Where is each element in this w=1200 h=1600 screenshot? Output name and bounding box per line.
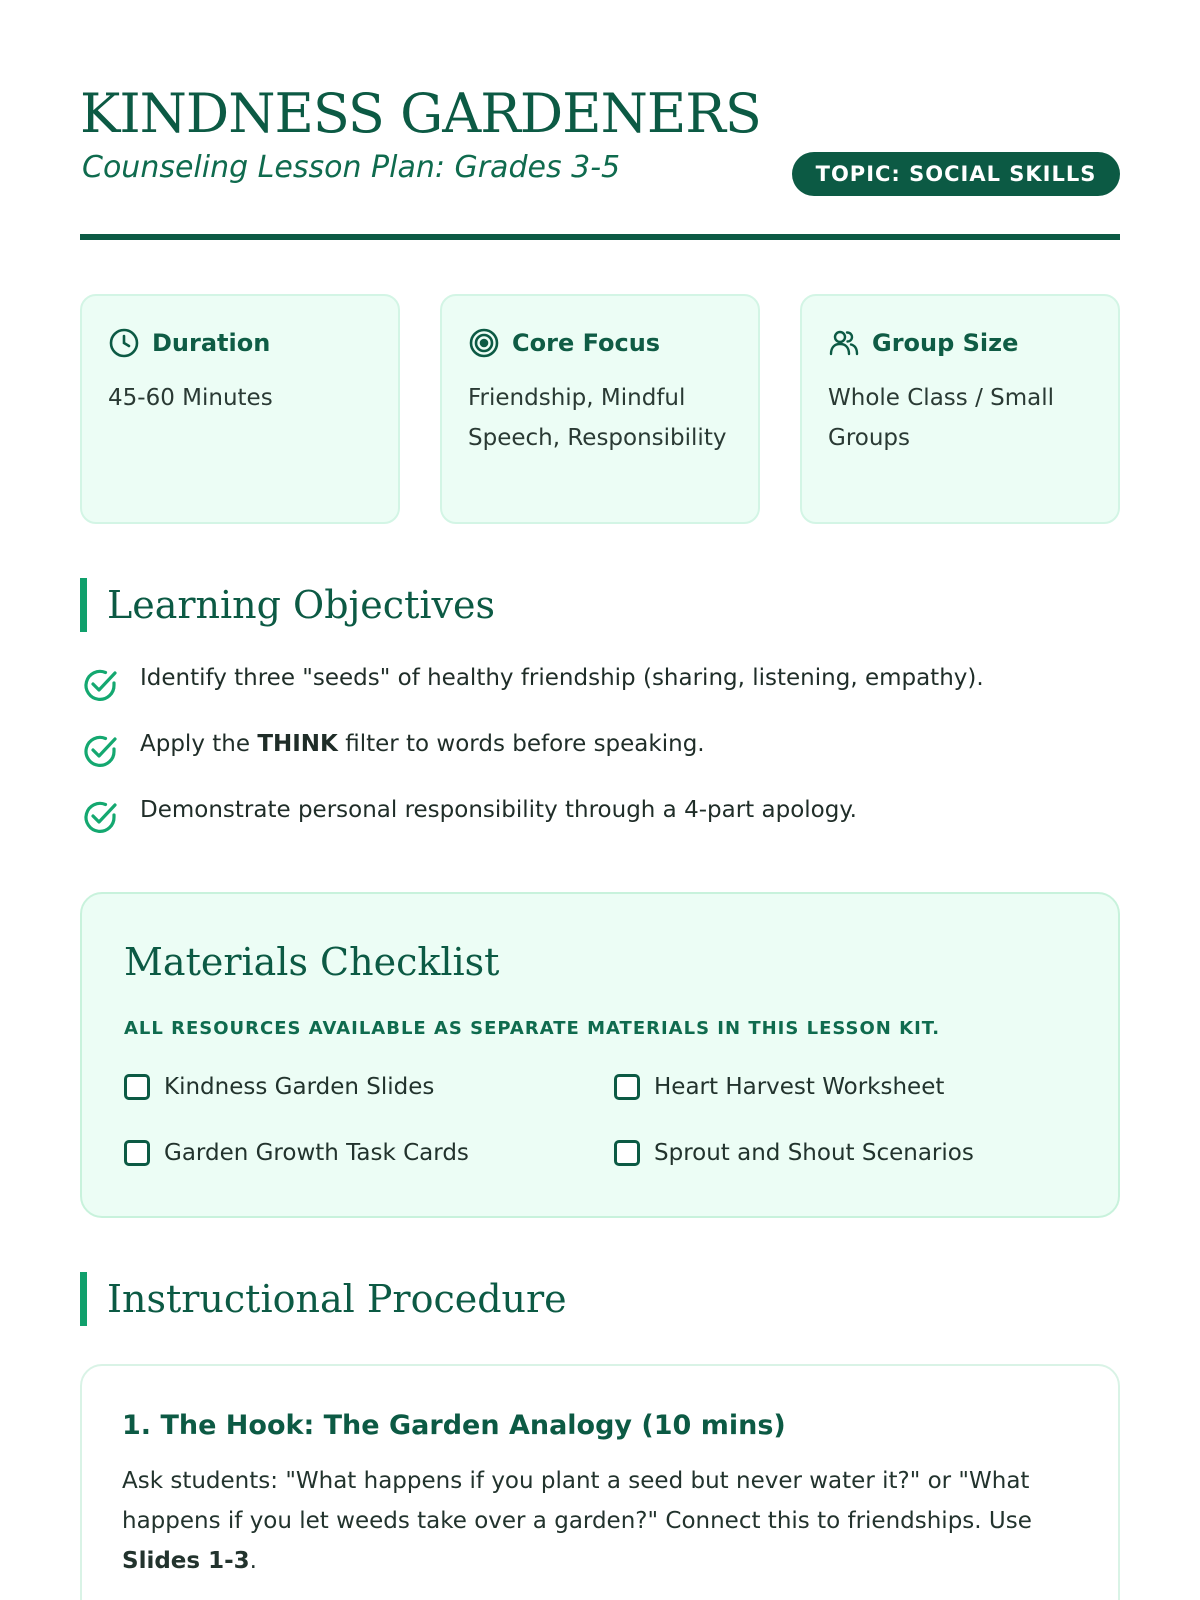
duration-label: Duration [152,329,271,357]
checkbox[interactable] [614,1140,640,1166]
materials-checklist-panel [80,892,1120,1218]
duration-card [80,294,400,524]
lesson-plan-page [80,0,1120,1600]
step-body: Ask students: "What happens if you plant a seed but never water it?" or "What happens if you let weeds take over a garden?" Connect this to friendships. Use Slides 1-3. [122,1468,1032,1574]
check-circle-icon [80,731,120,771]
material-label: Heart Harvest Worksheet [654,1074,945,1100]
material-item-heart-harvest-worksheet[interactable] [614,1070,944,1104]
objective-item [80,790,857,830]
page-title: KINDNESS GARDENERS [80,82,761,145]
materials-note: ALL RESOURCES AVAILABLE AS SEPARATE MATERIALS IN THIS LESSON KIT. [124,1018,941,1039]
core-focus-card [440,294,760,524]
checkbox[interactable] [124,1074,150,1100]
page-subtitle: Counseling Lesson Plan: Grades 3-5 [82,150,621,185]
objective-item [80,724,705,764]
check-circle-icon [80,797,120,837]
duration-value: 45-60 Minutes [108,385,273,411]
material-item-kindness-garden-slides[interactable] [124,1070,434,1104]
material-label: Sprout and Shout Scenarios [654,1140,974,1166]
target-icon [468,327,500,359]
material-item-garden-growth-task-cards[interactable] [124,1136,469,1170]
objective-text: Demonstrate personal responsibility through a 4-part apology. [140,797,857,823]
step-title: 1. The Hook: The Garden Analogy (10 mins) [122,1410,786,1441]
core-focus-label: Core Focus [512,329,661,357]
objective-text: Identify three "seeds" of healthy friendship (sharing, listening, empathy). [140,665,984,691]
header-divider [80,234,1120,240]
objective-item [80,658,984,698]
materials-title: Materials Checklist [124,940,500,984]
clock-icon [108,327,140,359]
objective-text: Apply the THINK filter to words before speaking. [140,731,705,757]
instructional-procedure-heading: Instructional Procedure [80,1272,567,1326]
core-focus-value: Friendship, Mindful Speech, Responsibility [468,385,727,451]
material-label: Garden Growth Task Cards [164,1140,469,1166]
learning-objectives-heading: Learning Objectives [80,578,495,632]
material-label: Kindness Garden Slides [164,1074,435,1100]
procedure-step-card [80,1364,1120,1600]
material-item-sprout-and-shout-scenarios[interactable] [614,1136,974,1170]
group-size-label: Group Size [872,329,1019,357]
group-size-value: Whole Class / Small Groups [828,385,1055,451]
check-circle-icon [80,665,120,705]
group-size-card [800,294,1120,524]
checkbox[interactable] [124,1140,150,1166]
topic-badge: TOPIC: SOCIAL SKILLS [792,152,1120,196]
checkbox[interactable] [614,1074,640,1100]
users-icon [828,327,860,359]
